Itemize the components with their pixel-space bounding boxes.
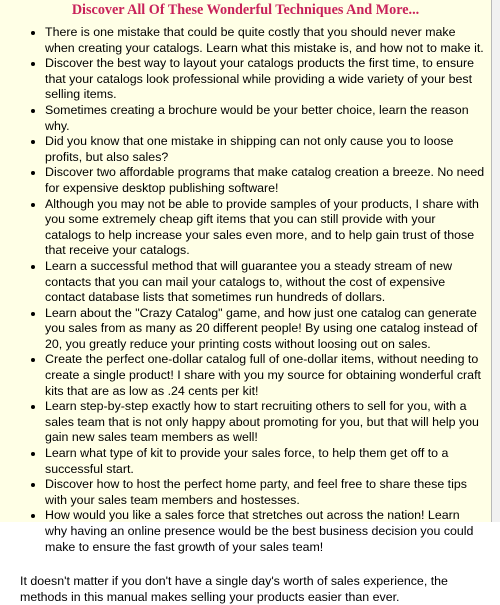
closing-paragraph: It doesn't matter if you don't have a single day's worth of sales experience, the methods in this manual makes selling your products easier than ever.: [20, 574, 448, 604]
list-item: • Sometimes creating a brochure would be your better choice, learn the reason why.: [45, 103, 491, 134]
page-scrollbar[interactable]: [492, 0, 500, 522]
list-item: • Discover how to host the perfect home party, and feel free to share these tips with your sales team members and hostesses.: [45, 477, 491, 508]
list-item: • Learn what type of kit to provide your sales force, to help them get off to a successful start.: [45, 446, 491, 477]
list-item: • Learn a successful method that will guarantee you a steady stream of new contacts that you can mail your catalogs to, without the cost of expensive contact database lists that sometimes run hundreds of dollars.: [45, 259, 491, 306]
list-item: • There is one mistake that could be quite costly that you should never make when creating your catalogs. Learn what this mistake is, and how not to make it.: [45, 25, 491, 56]
list-item: • Although you may not be able to provide samples of your products, I share with you some extremely cheap gift items that you can still provide with your catalogs to help increase your sales even more, and to help gain trust of those that receive your catalogs.: [45, 197, 491, 259]
list-item: • How would you like a sales force that stretches out across the nation! Learn why having an online presence would be the best business decision you could make to ensure the fast growth of your sales team!: [45, 508, 491, 555]
list-item: • Discover two affordable programs that make catalog creation a breeze. No need for expensive desktop publishing software!: [45, 165, 491, 196]
list-item: • Did you know that one mistake in shipping can not only cause you to loose profits, but also sales?: [45, 134, 491, 165]
list-item: • Discover the best way to layout your catalogs products the first time, to ensure that your catalogs look professional while providing a wide variety of your best selling items.: [45, 56, 491, 103]
list-item: • Learn about the "Crazy Catalog" game, and how just one catalog can generate you sales from as many as 20 different people! By using one catalog instead of 20, you greatly reduce your printing costs without loosing out on sales.: [45, 306, 491, 353]
list-item: • Create the perfect one-dollar catalog full of one-dollar items, without needing to create a single product! I share with you my source for obtaining wonderful craft kits that are as low as .24 cents per kit!: [45, 352, 491, 399]
section-heading: Discover All Of These Wonderful Techniques And More...: [71, 2, 420, 18]
list-item: • Learn step-by-step exactly how to start recruiting others to sell for you, with a sales team that is not only happy about promoting for you, but that will help you gain new sales team members as well!: [45, 399, 491, 446]
techniques-list: [0, 25, 491, 555]
